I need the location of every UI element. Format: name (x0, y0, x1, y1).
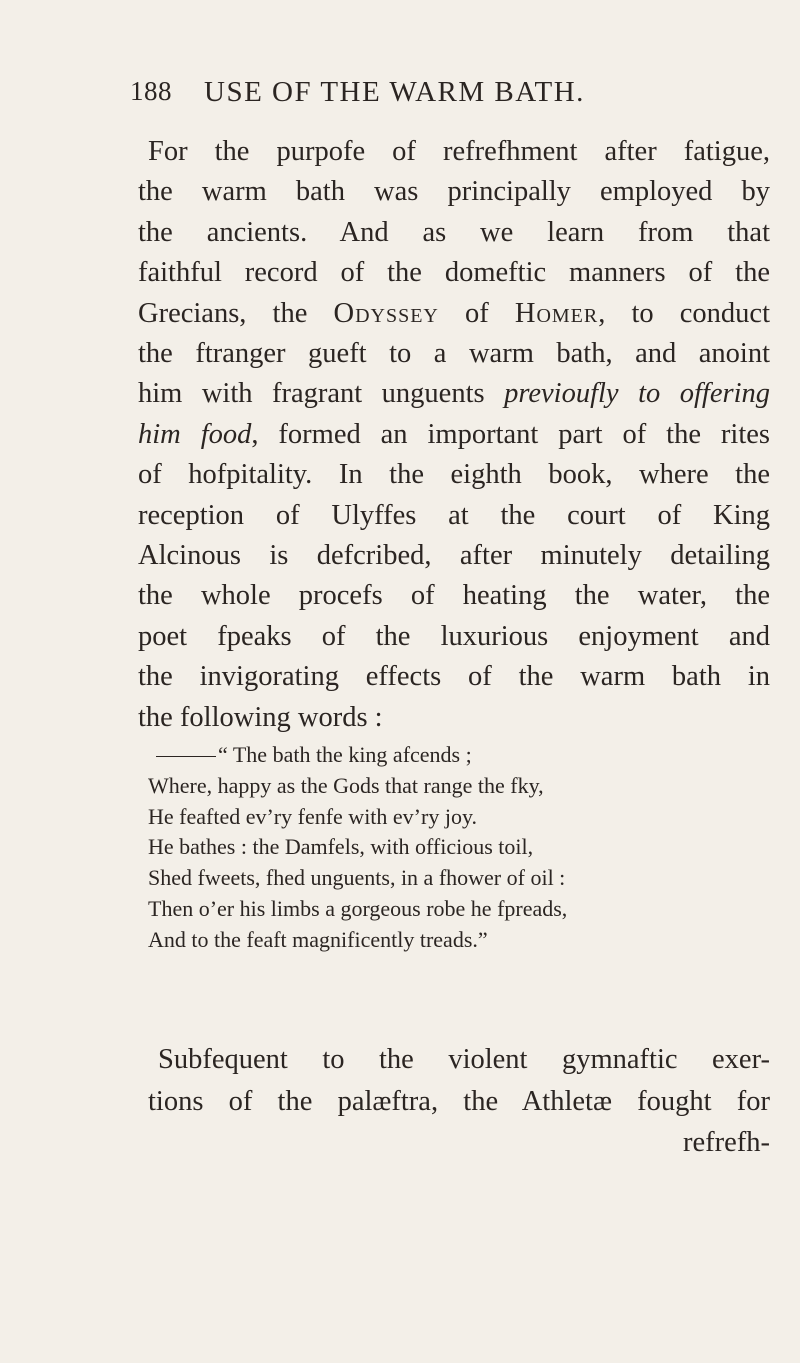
verse-line: Then o’er his limbs a gorgeous robe he fpreads, (148, 895, 568, 921)
verse-quotation (148, 740, 768, 956)
italic-phrase: him food (138, 418, 252, 450)
text-line: the warm bath was principally employed by (138, 176, 770, 208)
text-run: him with fragrant unguents (138, 378, 505, 410)
catchword: refrefh- (682, 1127, 770, 1158)
text-line: the invigorating effects of the warm bath in (138, 661, 770, 693)
em-dash-rule (156, 756, 216, 757)
text-line: the ftranger gueft to a warm bath, and anoint (138, 338, 770, 370)
work-title-odyssey: Odyssey (333, 297, 439, 329)
paragraph-2 (148, 1039, 770, 1164)
text-line: reception of Ulyffes at the court of King (138, 499, 770, 531)
text-line: For the purpofe of refrefhment after fatigue, (148, 136, 770, 167)
paragraph-1 (138, 132, 770, 738)
page-number: 188 (130, 76, 172, 106)
running-title: USE OF THE WARM BATH. (204, 76, 585, 108)
verse-line: Where, happy as the Gods that range the fky, (148, 772, 544, 798)
text-line (138, 294, 770, 334)
text-run: , formed an important part of the rites (251, 418, 770, 450)
text-line: poet fpeaks of the luxurious enjoyment and (138, 620, 770, 652)
text-line (138, 374, 770, 414)
text-line: the following words : (138, 701, 383, 733)
text-line: tions of the palæftra, the Athletæ fought for (148, 1085, 770, 1117)
text-run: of (438, 297, 515, 329)
verse-text: “ The bath the king afcends ; (218, 742, 472, 767)
text-line: Alcinous is defcribed, after minutely detailing (138, 540, 770, 572)
text-run: , to conduct (598, 297, 770, 329)
italic-phrase: previoufly to offering (504, 378, 770, 410)
text-line: of hofpitality. In the eighth book, where the (138, 459, 770, 491)
author-name-homer: Homer (514, 297, 599, 329)
running-head (130, 76, 740, 116)
text-line: faithful record of the domeftic manners of the (138, 257, 770, 289)
text-line: the ancients. And as we learn from that (138, 216, 770, 248)
text-line: Subfequent to the violent gymnaftic exer- (158, 1044, 770, 1075)
verse-line: Shed fweets, fhed unguents, in a fhower of oil : (148, 865, 566, 891)
verse-line: And to the feaft magnificently treads.” (148, 926, 488, 952)
verse-line (148, 740, 768, 771)
text-line (138, 415, 770, 455)
verse-line: He bathes : the Damfels, with officious toil, (148, 834, 534, 860)
text-line: the whole procefs of heating the water, the (138, 580, 770, 612)
text-run: Grecians, the (138, 297, 334, 329)
verse-line: He feafted ev’ry fenfe with ev’ry joy. (148, 803, 478, 829)
